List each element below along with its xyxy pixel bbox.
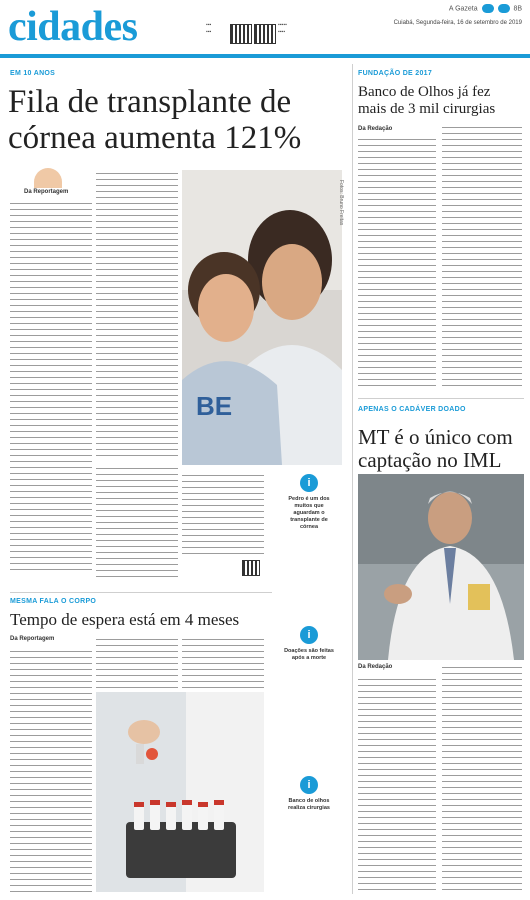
right-top-headline-line: mais de 3 mil cirurgias [358, 101, 496, 117]
sidebar-caption: Doações são feitas após a morte [284, 648, 334, 661]
secondary-photo-art [96, 692, 264, 892]
right-bottom-photo-art [358, 474, 524, 660]
secondary-byline: Da Reportagem [10, 636, 55, 642]
right-top-body-column [358, 136, 436, 388]
main-headline-line: Fila de transplante de [8, 84, 292, 120]
section-title: cidades [8, 4, 138, 50]
photo-credit: Fotos: Bruno Freitas [338, 180, 344, 226]
main-headline [8, 84, 348, 156]
divider [10, 592, 272, 593]
sidebar-caption: Pedro é um dos muitos que aguardam o transplante de córnea [288, 496, 330, 530]
main-body-column [96, 465, 178, 577]
right-bottom-photo [358, 474, 524, 660]
main-body-column [10, 200, 92, 572]
main-photo [182, 170, 342, 465]
column-divider [352, 64, 353, 894]
secondary-body-column [96, 636, 178, 688]
divider [358, 398, 524, 399]
secondary-photo [96, 692, 264, 892]
right-top-headline-line: Banco de Olhos já fez [358, 84, 491, 100]
qr-code-icon [242, 560, 260, 576]
right-bottom-body-column [442, 664, 522, 890]
right-bottom-headline-line: MT é o único com [358, 425, 513, 449]
brand-name: A Gazeta [448, 5, 478, 13]
right-bottom-kicker: APENAS O CADÁVER DOADO [358, 406, 466, 413]
promo-text: ▪▪▪▪▪ ▪▪▪▪ [278, 22, 287, 35]
brand-logo-icon [482, 4, 494, 13]
right-bottom-headline [358, 426, 528, 472]
main-kicker: EM 10 ANOS [10, 70, 56, 77]
right-top-byline: Da Redação [358, 126, 393, 132]
main-photo-art [182, 170, 342, 465]
right-bottom-byline: Da Redação [358, 664, 393, 670]
secondary-body-column [182, 636, 264, 688]
secondary-body-column [10, 648, 92, 892]
qr-code-icon [230, 24, 252, 44]
main-byline: Da Reportagem [24, 189, 69, 195]
right-bottom-headline-line: captação no IML [358, 448, 502, 472]
qr-code-icon [254, 24, 276, 44]
author-avatar [34, 168, 62, 188]
main-headline-line: córnea aumenta 121% [8, 120, 302, 156]
right-top-headline [358, 84, 526, 118]
brand-block [449, 4, 522, 13]
secondary-kicker: MESMA FALA O CORPO [10, 598, 97, 605]
right-bottom-body-column [358, 676, 436, 890]
info-icon: i [300, 474, 318, 492]
main-body-column [96, 170, 178, 460]
info-icon: i [300, 776, 318, 794]
right-top-kicker: FUNDAÇÃO DE 2017 [358, 70, 433, 77]
sidebar-caption: Banco de olhos realiza cirurgias [288, 798, 330, 811]
page-number: 8B [513, 5, 522, 13]
secondary-headline: Tempo de espera está em 4 meses [10, 610, 240, 629]
masthead-rule [0, 54, 530, 58]
dateline: Cuiabá, Segunda-feira, 16 de setembro de 2019 [393, 20, 522, 26]
right-top-body-column [442, 124, 522, 388]
brand-logo-icon [498, 4, 510, 13]
main-body-column [182, 472, 264, 558]
svg-text:BE: BE [196, 391, 233, 421]
promo-text: ▪▪▪ ▪▪▪ [206, 22, 212, 35]
info-icon: i [300, 626, 318, 644]
